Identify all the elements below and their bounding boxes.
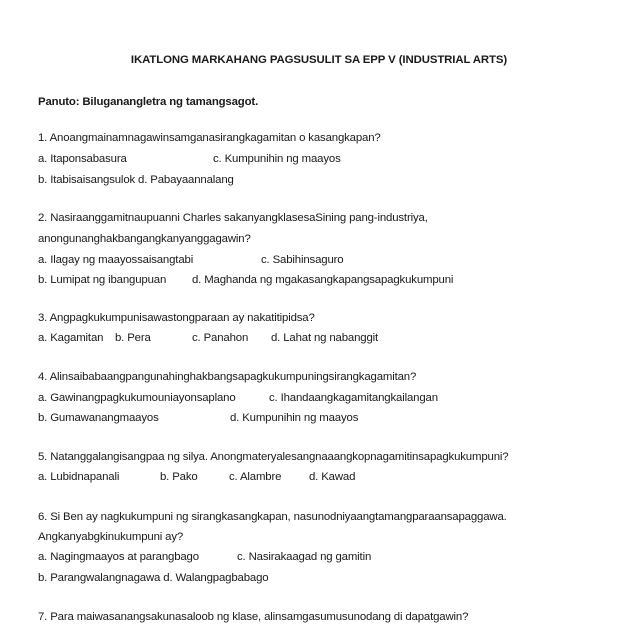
q4-option-a: a. Gawinangpagkukumouniayonsaplano	[38, 392, 236, 404]
q4-option-d: d. Kumpunihin ng maayos	[230, 412, 359, 424]
q2-option-d: d. Maghanda ng mgakasangkapangsapagkukumpuni	[192, 274, 454, 286]
question-1: 1. Anoangmainamnagawinsamganasirangkagamitan o kasangkapan?	[38, 132, 381, 144]
q3-option-a: a. Kagamitan	[38, 332, 104, 344]
q1-option-a: a. Itaponsabasura	[38, 153, 127, 165]
q6-option-a: a. Nagingmaayos at parangbago	[38, 551, 199, 563]
q2-option-b: b. Lumipat ng ibangupuan	[38, 274, 167, 286]
question-2-line-2: anongunanghakbangangkanyanggagawin?	[38, 233, 251, 245]
q4-option-c: c. Ihandaangkagamitangkailangan	[269, 392, 438, 404]
q5-option-c: c. Alambre	[229, 471, 282, 483]
q5-option-b: b. Pako	[160, 471, 198, 483]
q5-option-d: d. Kawad	[309, 471, 356, 483]
question-6-line-2: Angkanyabgkinukumpuni ay?	[38, 531, 184, 543]
q6-option-c: c. Nasirakaagad ng gamitin	[237, 551, 372, 563]
q1-options-b-d: b. Itabisaisangsulok d. Pabayaannalang	[38, 174, 234, 186]
q5-option-a: a. Lubidnapanali	[38, 471, 120, 483]
question-3: 3. Angpagkukumpunisawastongparaan ay nakatitipidsa?	[38, 312, 315, 324]
question-6-line-1: 6. Si Ben ay nagkukumpuni ng sirangkasangkapan, nasunodniyaangtamangparaansapaggawa.	[38, 511, 507, 523]
q3-option-b: b. Pera	[115, 332, 151, 344]
q3-option-d: d. Lahat ng nabanggit	[271, 332, 379, 344]
question-5: 5. Natanggalangisangpaa ng silya. Anongmateryalesangnaaangkopnagamitinsapagkukumpuni?	[38, 451, 509, 463]
instructions: Panuto: Biluganangletra ng tamangsagot.	[38, 96, 259, 108]
q2-option-a: a. Ilagay ng maayossaisangtabi	[38, 254, 194, 266]
q1-option-c: c. Kumpunihin ng maayos	[213, 153, 341, 165]
q2-option-c: c. Sabihinsaguro	[261, 254, 344, 266]
exam-title: IKATLONG MARKAHANG PAGSUSULIT SA EPP V (INDUSTRIAL ARTS)	[130, 54, 508, 66]
q6-options-b-d: b. Parangwalangnagawa d. Walangpagbabago	[38, 572, 269, 584]
question-2-line-1: 2. Nasiraanggamitnaupuanni Charles sakanyangklasesaSining pang-industriya,	[38, 212, 428, 224]
question-4: 4. Alinsaibabaangpangunahinghakbangsapagkukumpuningsirangkagamitan?	[38, 371, 417, 383]
q4-option-b: b. Gumawanangmaayos	[38, 412, 159, 424]
question-7: 7. Para maiwasanangsakunasaloob ng klase, alinsamgasumusunodang di dapatgawin?	[38, 611, 469, 623]
q3-option-c: c. Panahon	[192, 332, 249, 344]
